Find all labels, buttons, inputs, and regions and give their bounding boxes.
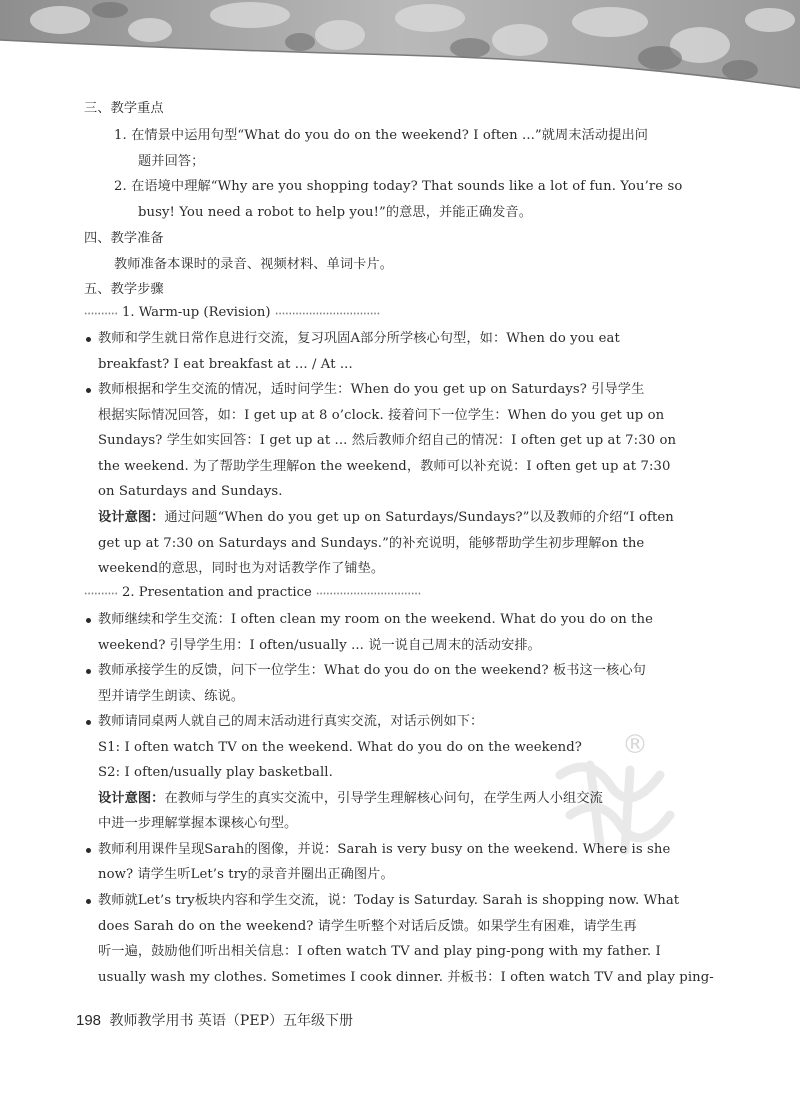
bullet-icon — [86, 669, 91, 674]
design-intent-text: 通过问题“When do you get up on Saturdays/Sundays?”以及教师的介绍“I often — [164, 510, 674, 525]
step-1-bullet-2-l2: 根据实际情况回答，如：I get up at 8 o’clock. 接着问下一位学生：When do you get up on — [98, 408, 665, 423]
key-point-1: 1. 在情景中运用句型“What do you do on the weekend? I often ...”就周末活动提出问 — [114, 128, 649, 143]
page-footer — [76, 1012, 353, 1030]
step-1-bullet-1: 教师和学生就日常作息进行交流，复习巩固A部分所学核心句型，如：When do you eat — [98, 331, 620, 346]
step-1-design-l3: weekend的意思，同时也为对话教学作了铺垫。 — [98, 561, 385, 576]
dialogue-s2: S2: I often/usually play basketball. — [98, 765, 333, 780]
dotted-rule — [275, 312, 381, 315]
step-2-bullet-5-l3: 听一遍，鼓励他们听出相关信息：I often watch TV and play ping-pong with my father. I — [98, 944, 661, 959]
step-2-bullet-2-cont: 型并请学生朗读、练说。 — [98, 689, 245, 704]
bullet-icon — [86, 337, 91, 342]
step-2-bullet-5-l2: does Sarah do on the weekend? 请学生听整个对话后反馈。如果学生有困难，请学生再 — [98, 919, 637, 934]
key-point-2: 2. 在语境中理解“Why are you shopping today? That sounds like a lot of fun. You’re so — [114, 179, 683, 194]
step-1-bullet-2-l5: on Saturdays and Sundays. — [98, 484, 283, 499]
step-2-bullet-3: 教师请同桌两人就自己的周末活动进行真实交流，对话示例如下： — [98, 714, 484, 729]
step-2-design-l2: 中进一步理解掌握本课核心句型。 — [98, 816, 298, 831]
registered-mark: ® — [622, 730, 648, 760]
step-1-bullet-2-l3: Sundays? 学生如实回答：I get up at ... 然后教师介绍自己的情况：I often get up at 7:30 on — [98, 433, 677, 448]
section-title-key-points: 三、教学重点 — [84, 101, 164, 116]
step-2-title: 2. Presentation and practice — [122, 585, 312, 600]
step-2-bullet-5: 教师就Let’s try板块内容和学生交流，说：Today is Saturday. Sarah is shopping now. What — [98, 893, 680, 908]
step-2-bullet-4-cont: now? 请学生听Let’s try的录音并圈出正确图片。 — [98, 867, 394, 882]
step-2-bullet-2: 教师承接学生的反馈，问下一位学生：What do you do on the weekend? 板书这一核心句 — [98, 663, 646, 678]
step-2-design-intent — [98, 790, 603, 808]
step-2-bullet-1-cont: weekend? 引导学生用：I often/usually ... 说一说自己周末的活动安排。 — [98, 638, 541, 653]
step-2-bullet-4: 教师利用课件呈现Sarah的图像，并说：Sarah is very busy on the weekend. Where is she — [98, 842, 671, 857]
dotted-rule — [84, 312, 118, 315]
section-title-preparation: 四、教学准备 — [84, 231, 164, 246]
key-point-1-cont: 题并回答； — [138, 154, 205, 169]
step-2-bullet-1: 教师继续和学生交流：I often clean my room on the weekend. What do you do on the — [98, 612, 654, 627]
step-1-bullet-2: 教师根据和学生交流的情况，适时问学生：When do you get up on Saturdays? 引导学生 — [98, 382, 645, 397]
step-2-heading — [84, 584, 422, 602]
step-1-design-intent — [98, 509, 674, 527]
section-title-steps: 五、教学步骤 — [84, 282, 164, 297]
dotted-rule — [84, 592, 118, 595]
step-1-title: 1. Warm-up (Revision) — [122, 305, 271, 320]
step-1-bullet-1-cont: breakfast? I eat breakfast at ... / At ... — [98, 357, 353, 372]
step-1-bullet-2-l4: the weekend. 为了帮助学生理解on the weekend，教师可以补充说：I often get up at 7:30 — [98, 459, 671, 474]
dotted-rule — [316, 592, 422, 595]
step-1-heading — [84, 304, 381, 322]
design-intent-label: 设计意图： — [98, 791, 165, 806]
design-intent-text: 在教师与学生的真实交流中，引导学生理解核心问句，在学生两人小组交流 — [164, 791, 603, 806]
bullet-icon — [86, 618, 91, 623]
page-number: 198 — [76, 1012, 102, 1029]
design-intent-label: 设计意图： — [98, 510, 165, 525]
step-2-bullet-5-l4: usually wash my clothes. Sometimes I cook dinner. 并板书：I often watch TV and play ping- — [98, 970, 714, 985]
key-point-2-cont: busy! You need a robot to help you!”的意思，并能正确发音。 — [138, 205, 532, 220]
bullet-icon — [86, 899, 91, 904]
preparation-text: 教师准备本课时的录音、视频材料、单词卡片。 — [114, 257, 394, 272]
bullet-icon — [86, 848, 91, 853]
step-1-design-l2: get up at 7:30 on Saturdays and Sundays.”的补充说明，能够帮助学生初步理解on the — [98, 536, 645, 551]
bullet-icon — [86, 720, 91, 725]
bullet-icon — [86, 388, 91, 393]
book-title: 教师教学用书 英语（PEP）五年级下册 — [109, 1013, 353, 1029]
dialogue-s1: S1: I often watch TV on the weekend. What do you do on the weekend? — [98, 740, 582, 755]
